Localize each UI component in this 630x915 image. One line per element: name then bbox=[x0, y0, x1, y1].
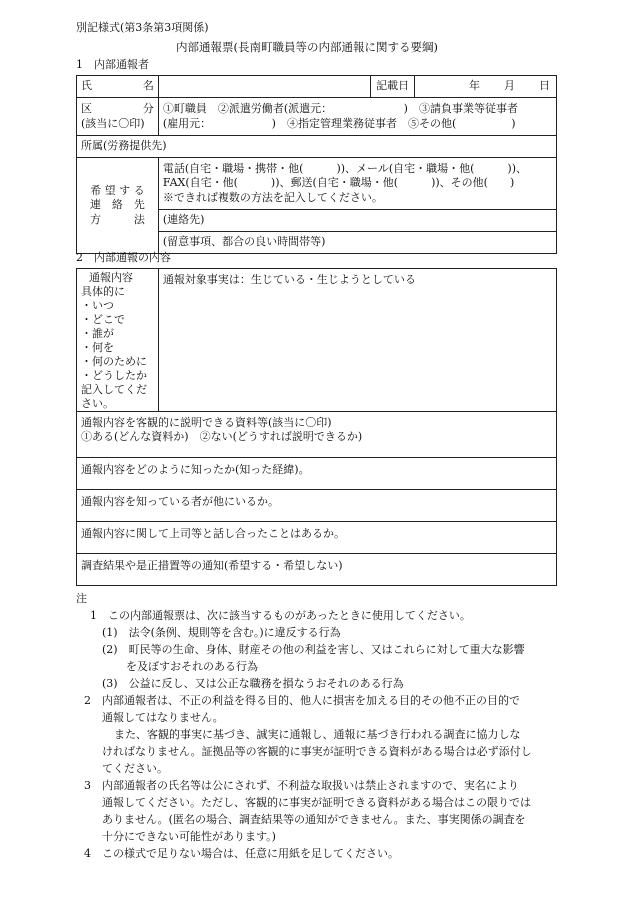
content-row bbox=[77, 269, 557, 412]
note-3-cont3: 十分にできない可能性があります。) bbox=[102, 830, 276, 843]
contact-dest-field[interactable]: (連絡先) bbox=[158, 210, 556, 232]
contact-method-row bbox=[77, 158, 557, 210]
discussed-field[interactable]: 通報内容に関して上司等と話し合ったことはあるか。 bbox=[77, 522, 557, 554]
note-2-cont: 通報してはなりません。 bbox=[102, 711, 224, 724]
contact-method-options[interactable]: 電話(自宅・職場・携帯・他( ))、メール(自宅・職場・他( ))、 FAX(自宅・他( ))、郵送(自宅・職場・他( ))、その他( ) ※できれば複数の方法を記入してください。 bbox=[158, 158, 556, 210]
contact-label: 希 望 す る 連 絡 先 方 法 bbox=[77, 158, 159, 254]
how-known-field[interactable]: 通報内容をどのように知ったか(知った経緯)。 bbox=[77, 458, 557, 490]
section1-heading: 1 内部通報者 bbox=[76, 58, 149, 71]
others-know-field[interactable]: 通報内容を知っている者が他にいるか。 bbox=[77, 490, 557, 522]
notes-heading: 注 bbox=[76, 592, 87, 605]
affiliation-field[interactable] bbox=[77, 136, 557, 158]
category-options[interactable]: ①町職員 ②派遣労働者(派遣元： ) ③請負事業等従事者 (雇用元： ) ④指定管理業務従事者 ⑤その他( ) bbox=[158, 98, 556, 136]
content-table bbox=[76, 268, 557, 586]
note-2: 2 内部通報者は、不正の利益を得る目的、他人に損害を加える目的その他不正の目的で bbox=[84, 694, 520, 707]
name-row bbox=[77, 76, 557, 98]
notification-field[interactable]: 調査結果や是正措置等の通知(希望する・希望しない) bbox=[77, 554, 557, 586]
notes-section bbox=[76, 590, 566, 862]
note-1-1: (1) 法令(条例、規則等を含む。)に違反する行為 bbox=[102, 626, 341, 639]
note-2-para: また、客観的事実に基づき、誠実に通報し、通報に基づき行われる調査に協力しな bbox=[114, 728, 521, 741]
content-field[interactable] bbox=[158, 269, 556, 412]
notification-row bbox=[77, 554, 557, 586]
note-3-cont2: ありません。(匿名の場合、調査結果等の通知ができません。また、事実関係の調査を bbox=[102, 813, 526, 826]
date-label: 記載日 bbox=[371, 76, 415, 98]
name-label: 氏 名 bbox=[77, 76, 159, 98]
month-label: 月 bbox=[504, 79, 515, 93]
category-label: 区 分 (該当に〇印) bbox=[77, 98, 159, 136]
note-2-para-end: てください。 bbox=[102, 762, 168, 775]
name-field[interactable] bbox=[158, 76, 370, 98]
fact-status: 通報対象事実は：生じている・生じようとしている bbox=[162, 273, 416, 286]
how-known-row bbox=[77, 458, 557, 490]
note-1: 1 この内部通報票は、次に該当するものがあったときに使用してください。 bbox=[90, 609, 471, 622]
others-know-row bbox=[77, 490, 557, 522]
note-1-3: (3) 公益に反し、又は公正な職務を損なうおそれのある行為 bbox=[102, 677, 404, 690]
day-label: 日 bbox=[539, 79, 550, 93]
form-title: 内部通報票(長南町職員等の内部通報に関する要綱) bbox=[176, 40, 438, 54]
content-label: 通報内容 具体的に ・いつ ・どこで ・誰が ・何を ・何のために ・どうしたか 記入してくだ さい。 bbox=[77, 269, 159, 412]
section2-heading: 2 内部通報の内容 bbox=[76, 251, 171, 264]
evidence-field[interactable]: 通報内容を客観的に説明できる資料等(該当に〇印) ①ある(どんな資料か) ②ない(どうすれば説明できるか) bbox=[77, 412, 557, 458]
form-label: 別記様式(第3条第3項関係) bbox=[76, 21, 209, 34]
affiliation-label: 所属(労務提供先) bbox=[81, 139, 167, 153]
note-1-2-cont: を及ぼすおそれのある行為 bbox=[126, 660, 258, 673]
affiliation-row bbox=[77, 136, 557, 158]
reporter-table bbox=[76, 75, 557, 254]
evidence-row bbox=[77, 412, 557, 458]
discussed-row bbox=[77, 522, 557, 554]
contact-notes-field[interactable]: (留意事項、都合の良い時間帯等) bbox=[158, 232, 556, 254]
note-2-para-cont: ければなりません。証拠品等の客観的に事実が証明できる資料がある場合は必ず添付し bbox=[102, 745, 532, 758]
note-4: 4 この様式で足りない場合は、任意に用紙を足してください。 bbox=[84, 847, 399, 860]
note-3: 3 内部通報者の氏名等は公にされず、不利益な取扱いは禁止されますので、実名により bbox=[84, 779, 519, 792]
note-3-cont1: 通報してください。ただし、客観的に事実が証明できる資料がある場合はこの限りでは bbox=[102, 796, 531, 809]
date-field[interactable] bbox=[415, 76, 557, 98]
year-label: 年 bbox=[469, 79, 480, 93]
note-1-2: (2) 町民等の生命、身体、財産その他の利益を害し、又はこれらに対して重大な影響 bbox=[102, 643, 525, 656]
category-row bbox=[77, 98, 557, 136]
